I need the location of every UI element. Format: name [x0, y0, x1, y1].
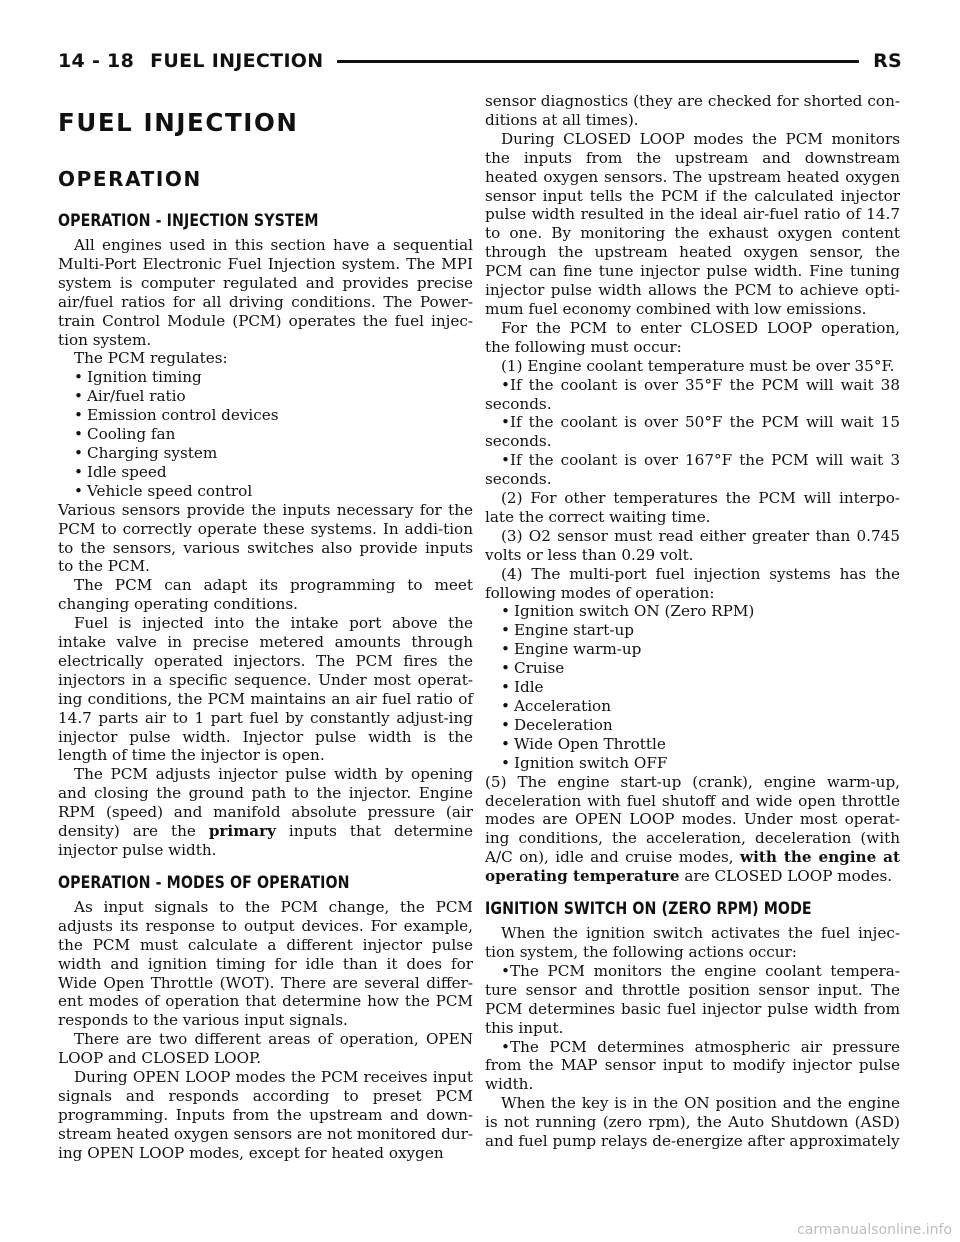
- page-number: 14 - 18: [58, 50, 135, 72]
- injection-system-heading: OPERATION - INJECTION SYSTEM: [58, 211, 319, 230]
- list-item: • Engine warm-up: [485, 640, 900, 659]
- paragraph: As input signals to the PCM change, the PCM adjusts its response to output devices. For example, the PCM must calculate a different injector pulse width and ignition timing for idle than it does for Wide Open Throttle (WOT). There are several differ-ent modes of operation that determine how the PCM responds to the various input signals.: [58, 897, 473, 1030]
- page-header: [58, 44, 902, 78]
- paragraph: All engines used in this section have a sequential Multi-Port Electronic Fuel Injection system. The MPI system is computer regulated and provides precise air/fuel ratios for all driving conditions. The Power-train Control Module (PCM) operates the fuel injec-tion system.: [58, 236, 473, 349]
- numbered-item: (3) O2 sensor must read either greater than 0.745 volts or less than 0.29 volt.: [485, 526, 900, 564]
- bullet-item: •If the coolant is over 35°F the PCM will wait 38 seconds.: [485, 375, 900, 413]
- section-title: FUEL INJECTION: [150, 50, 324, 72]
- list-item: • Idle: [485, 678, 900, 697]
- emphasis: with the engine at operating temperature: [485, 848, 900, 886]
- list-item: • Emission control devices: [58, 406, 473, 425]
- chapter-title: FUEL INJECTION: [58, 108, 299, 137]
- list-item: • Vehicle speed control: [58, 482, 473, 501]
- paragraph: During OPEN LOOP modes the PCM receives input signals and responds according to preset PCM programming. Inputs from the upstream and down-stream heated oxygen sensors are not monitored dur-ing OPEN LOOP modes, except for heated oxygen: [58, 1068, 473, 1162]
- list-item: • Ignition timing: [58, 368, 473, 387]
- list-item: • Ignition switch OFF: [485, 754, 900, 773]
- list-item: • Deceleration: [485, 716, 900, 735]
- paragraph: There are two different areas of operation, OPEN LOOP and CLOSED LOOP.: [58, 1030, 473, 1068]
- numbered-item: (2) For other temperatures the PCM will interpo-late the correct waiting time.: [485, 489, 900, 526]
- list-item: • Engine start-up: [485, 621, 900, 640]
- paragraph: When the ignition switch activates the fuel injec-tion system, the following actions occur:: [485, 924, 900, 961]
- paragraph: Various sensors provide the inputs necessary for the PCM to correctly operate these systems. In addi-tion to the sensors, various switches also provide inputs to the PCM.: [58, 500, 473, 576]
- numbered-item: (1) Engine coolant temperature must be over 35°F.: [501, 356, 895, 375]
- paragraph: Fuel is injected into the intake port above the intake valve in precise metered amounts through electrically operated injectors. The PCM fires the injectors in a specific sequence. Under most operat-ing conditions, the PCM maintains an air fuel ratio of 14.7 parts air to 1 part fuel by constantly adjust-ing injector pulse width. Injector pulse width is the length of time the injector is open.: [58, 614, 473, 765]
- operation-heading: OPERATION: [58, 167, 202, 191]
- header-rule: [337, 60, 859, 63]
- list-item: • Ignition switch ON (Zero RPM): [485, 602, 900, 621]
- ignition-switch-on-heading: IGNITION SWITCH ON (ZERO RPM) MODE: [485, 899, 812, 919]
- emphasis: primary: [208, 822, 276, 841]
- paragraph: sensor diagnostics (they are checked for shorted con-ditions at all times).: [485, 92, 900, 129]
- bullet-item: •The PCM determines atmospheric air pressure from the MAP sensor input to modify injector pulse width.: [485, 1037, 900, 1094]
- list-item: • Cruise: [485, 659, 900, 678]
- section-code: RS: [873, 50, 902, 72]
- bullet-item: •The PCM monitors the engine coolant tempera-ture sensor and throttle position sensor input. The PCM determines basic fuel injector pulse width from this input.: [485, 961, 900, 1037]
- list-item: • Cooling fan: [58, 425, 473, 444]
- numbered-item: (4) The multi-port fuel injection systems has the following modes of operation:: [485, 564, 900, 602]
- paragraph: During CLOSED LOOP modes the PCM monitors the inputs from the upstream and downstream heated oxygen sensors. The upstream heated oxygen sensor input tells the PCM if the calculated injector pulse width resulted in the ideal air-fuel ratio of 14.7 to one. By monitoring the exhaust oxygen content through the upstream heated oxygen sensor, the PCM can fine tune injector pulse width. Fine tuning injector pulse width allows the PCM to achieve opti-mum fuel economy combined with low emissions.: [485, 129, 900, 318]
- numbered-item: (5) The engine start-up (crank), engine warm-up, deceleration with fuel shutoff and wide open throttle modes are OPEN LOOP modes. Under most operat-ing conditions, the acceleration, deceleration (with A/C on), idle and cruise modes, with the engine at operating temperature are CLOSED LOOP modes.: [485, 772, 900, 886]
- list-item: • Acceleration: [485, 697, 900, 716]
- watermark: carmanualsonline.info: [797, 1222, 952, 1238]
- paragraph: For the PCM to enter CLOSED LOOP operation, the following must occur:: [485, 318, 900, 356]
- paragraph: The PCM regulates:: [74, 349, 228, 368]
- list-item: • Charging system: [58, 444, 473, 463]
- list-item: • Air/fuel ratio: [58, 387, 473, 406]
- bullet-item: •If the coolant is over 167°F the PCM will wait 3 seconds.: [485, 451, 900, 489]
- list-item: • Idle speed: [58, 463, 473, 482]
- modes-of-operation-heading: OPERATION - MODES OF OPERATION: [58, 872, 350, 892]
- left-column: [58, 108, 473, 1163]
- paragraph: When the key is in the ON position and the engine is not running (zero rpm), the Auto Shutdown (ASD) and fuel pump relays de-energize after approximately: [485, 1094, 900, 1151]
- list-item: • Wide Open Throttle: [485, 735, 900, 754]
- bullet-item: •If the coolant is over 50°F the PCM will wait 15 seconds.: [485, 413, 900, 451]
- right-column: [485, 92, 900, 1151]
- paragraph: The PCM adjusts injector pulse width by opening and closing the ground path to the injector. Engine RPM (speed) and manifold absolute pressure (air density) are the primary inputs that determine injector pulse width.: [58, 765, 473, 859]
- paragraph: The PCM can adapt its programming to meet changing operating conditions.: [58, 576, 473, 614]
